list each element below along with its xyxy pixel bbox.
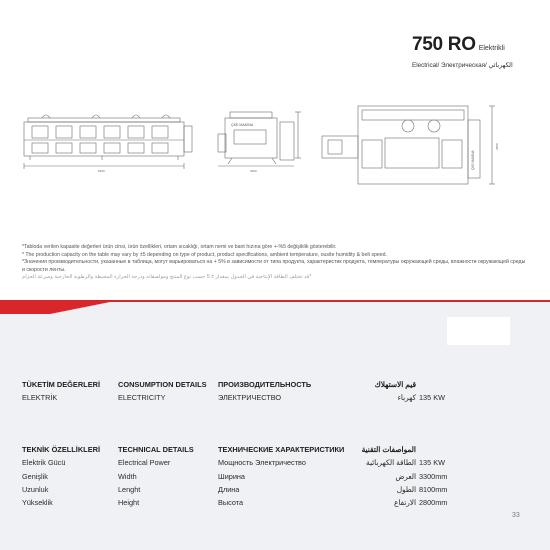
consumption-row-ar: كهرباء	[397, 393, 416, 403]
technical-row-en: Width	[118, 471, 137, 481]
spec-logo-placeholder	[447, 317, 510, 345]
technical-row-ru: Высота	[218, 498, 244, 508]
technical-row-value: 8100mm	[419, 484, 448, 494]
consumption-row-value: 135 KW	[419, 393, 445, 403]
technical-drawings	[22, 100, 502, 200]
technical-row-tr: Yükseklik	[22, 498, 53, 508]
consumption-row-tr: ELEKTRİK	[22, 393, 58, 403]
page-number: 33	[512, 512, 520, 519]
note-english: * The production capacity on the table may vary by ±5 depending on type of product, product specifications, ambient temperature, ousite humidity & belt speed.	[22, 251, 387, 258]
technical-row-en: Electrical Power	[118, 458, 171, 468]
model-title: 750 RO	[412, 34, 476, 55]
consumption-row-ru: ЭЛЕКТРИЧЕСТВО	[218, 393, 281, 403]
dim-height-label: 2800	[495, 143, 499, 150]
technical-row-ar: العرض	[395, 471, 416, 481]
consumption-row-en: ELECTRICITY	[118, 393, 166, 403]
note-turkish: *Tabloda verilen kapasite değerleri ürün cinsi, ürün özellikleri, ortam sıcaklığı, ortam nemi ve bant hızına göre +-%5 değişiklik gösterebilir.	[22, 244, 337, 250]
consumption-header-tr: TÜKETİM DEĞERLERİ	[22, 380, 101, 389]
model-languages: Electrical/ Электрическая/ الكهربائي	[412, 62, 513, 69]
title-block	[412, 34, 542, 56]
note-russian: *Значения производительности, указанные в таблица, могут варьироваться на + 5% в зависимости от типа продукта, характеристик продукта, температуры окружающей среды, влажности окружающей среды и скорости ленты.	[22, 259, 526, 273]
technical-row-ar: الارتفاع	[393, 498, 416, 508]
drawing-brand-label: ÇKE MAKİNA	[231, 123, 254, 127]
technical-header-en: TECHNICAL DETAILS	[118, 445, 194, 454]
technical-header-ru: ТЕХНИЧЕСКИЕ ХАРАКТЕРИСТИКИ	[218, 445, 345, 454]
technical-row-ar: الطاقة الكهربائية	[366, 458, 416, 468]
technical-row-tr: Genişlik	[22, 471, 48, 481]
top-view-drawing	[322, 106, 495, 184]
consumption-table	[22, 378, 492, 408]
consumption-header-ar: قيم الاستهلاك	[374, 380, 416, 389]
front-view-drawing	[218, 112, 301, 166]
capacity-notes	[22, 244, 527, 282]
technical-header-tr: TEKNİK ÖZELLİKLERİ	[22, 445, 101, 454]
technical-row-en: Lenght	[118, 484, 141, 494]
technical-row-ru: Ширина	[218, 471, 245, 481]
dim-width-label: 3300	[250, 169, 257, 173]
technical-header-ar: المواصفات التقنية	[361, 445, 416, 454]
technical-row-ru: Мощность Электричество	[218, 458, 306, 468]
technical-row-tr: Uzunluk	[22, 484, 49, 494]
drawing-side-brand-label: ÇKE MAKİNA	[471, 150, 475, 170]
technical-row-ar: الطول	[396, 484, 416, 494]
technical-row-tr: Elektrik Gücü	[22, 458, 66, 468]
side-view-drawing	[22, 115, 192, 169]
consumption-header-en: CONSUMPTION DETAILS	[118, 380, 207, 389]
dim-length-label: 8100	[98, 169, 105, 173]
model-subtitle: Elektrikli	[478, 45, 505, 52]
technical-row-ru: Длина	[218, 484, 240, 494]
technical-row-value: 3300mm	[419, 471, 448, 481]
technical-row-value: 2800mm	[419, 498, 448, 508]
note-arabic: *قد تختلف الطاقة الإنتاجية في الجدول بمقدار ± 5 حسب نوع المنتج ومواصفاته ودرجة الحرارة المحيطة والرطوبة الخارجية وسرعة الحزام	[22, 274, 312, 281]
technical-row-en: Height	[118, 498, 140, 508]
technical-row-value: 135 KW	[419, 458, 445, 468]
technical-table	[22, 443, 492, 513]
red-accent-stripe	[0, 300, 550, 314]
consumption-header-ru: ПРОИЗВОДИТЕЛЬНОСТЬ	[218, 380, 312, 389]
